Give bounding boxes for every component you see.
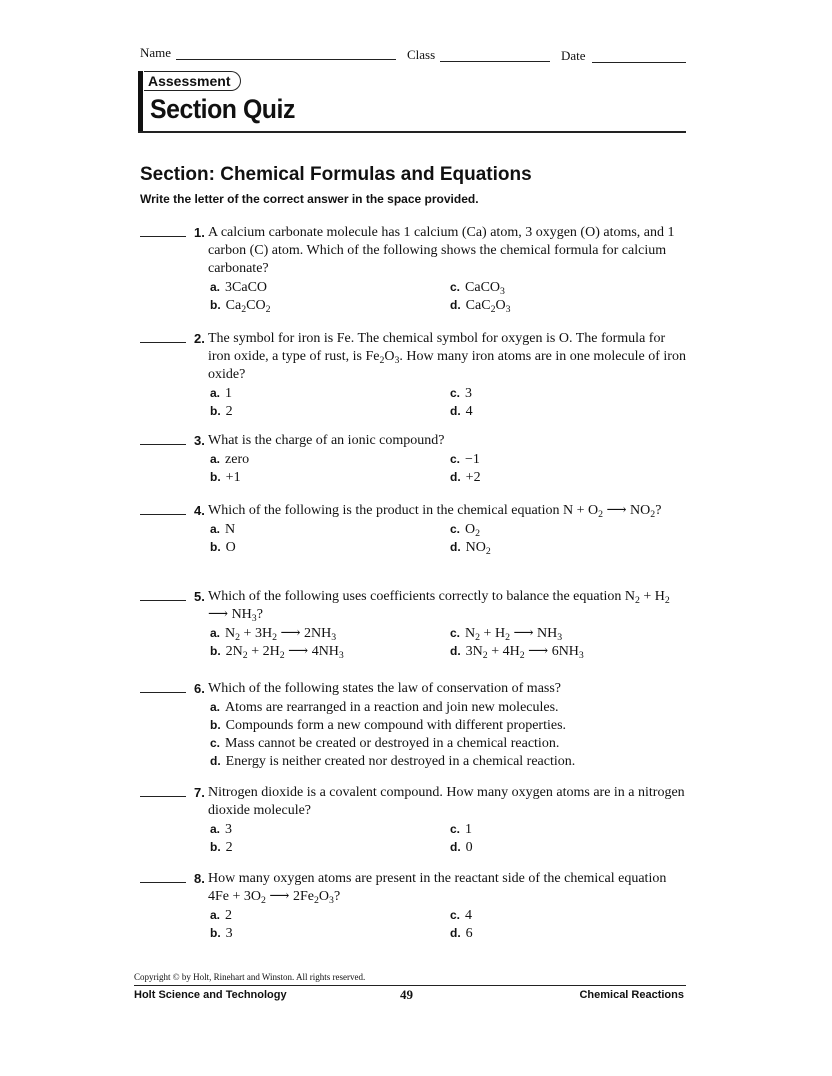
answer-options (210, 520, 688, 556)
class-label: Class (407, 47, 436, 62)
answer-option: a. 3CaCO (210, 280, 268, 295)
question-stem: What is the charge of an ionic compound? (208, 433, 445, 448)
answer-blank[interactable] (140, 692, 186, 693)
title-bar (138, 71, 143, 131)
chapter-name: Chemical Reactions (579, 989, 684, 1001)
answer-option: b. 2 (210, 404, 233, 419)
question-5 (140, 588, 688, 660)
answer-option: d. $NO_2$ (450, 540, 491, 557)
question-number: 4. (194, 503, 205, 518)
answer-option: c. 4 (450, 908, 473, 923)
question-stem: Nitrogen dioxide is a covalent compound. How many oxygen atoms are in a nitrogen dioxide molecule? (208, 785, 685, 818)
answer-option: b. $2N_2 + 2H_2$ ⟶ $4NH_3$ (210, 644, 344, 661)
answer-blank[interactable] (140, 444, 186, 445)
answer-option: c. 1 (450, 822, 473, 837)
question-8 (140, 870, 688, 942)
question-stem: How many oxygen atoms are present in the reactant side of the chemical equation $4Fe + 3O_2$ ⟶ $2Fe_2O_3$? (208, 871, 667, 906)
question-stem: Which of the following uses coefficients correctly to balance the equation $N_2 + H_2$ ⟶ $NH_3$? (208, 589, 670, 624)
answer-option: b. +1 (210, 470, 241, 485)
answer-options (210, 698, 688, 770)
question-stem: Which of the following states the law of conservation of mass? (208, 681, 562, 696)
name-field[interactable] (176, 59, 396, 60)
answer-option: d. +2 (450, 470, 481, 485)
question-2 (140, 330, 688, 420)
answer-options (210, 906, 688, 942)
answer-option: a. $N_2 + 3H_2$ ⟶ $2NH_3$ (210, 626, 337, 643)
question-1 (140, 224, 688, 314)
answer-option: d. 0 (450, 840, 473, 855)
answer-blank[interactable] (140, 796, 186, 797)
answer-option: b. Compounds form a new compound with different properties. (210, 718, 567, 733)
answer-options (210, 624, 688, 660)
copyright: Copyright © by Holt, Rinehart and Winston. All rights reserved. (134, 972, 366, 982)
class-field[interactable] (440, 61, 550, 62)
answer-options (210, 450, 688, 486)
answer-option: c. −1 (450, 452, 480, 467)
answer-option: c. $O_2$ (450, 522, 481, 539)
question-stem: Which of the following is the product in the chemical equation $N + O_2$ ⟶ $NO_2$? (208, 503, 662, 520)
question-stem: The symbol for iron is Fe. The chemical symbol for oxygen is O. The formula for iron oxide, a type of rust, is $Fe_2O_3$. How many iron atoms are in one molecule of iron oxide? (208, 331, 686, 382)
answer-options (210, 384, 688, 420)
page-number: 49 (400, 987, 413, 1002)
answer-option: a. Atoms are rearranged in a reaction and join new molecules. (210, 700, 559, 715)
question-7 (140, 784, 688, 856)
question-number: 3. (194, 433, 205, 448)
question-number: 1. (194, 225, 205, 240)
answer-blank[interactable] (140, 514, 186, 515)
answer-option: c. CaCO$_3$ (450, 280, 505, 297)
date-field[interactable] (592, 62, 686, 63)
instructions: Write the letter of the correct answer in the space provided. (140, 192, 479, 206)
answer-option: b. 2 (210, 840, 233, 855)
answer-option: a. 1 (210, 386, 233, 401)
question-3 (140, 432, 688, 486)
date-label: Date (561, 48, 586, 63)
answer-option: c. Mass cannot be created or destroyed in a chemical reaction. (210, 736, 560, 751)
footer-rule (134, 985, 686, 986)
answer-blank[interactable] (140, 342, 186, 343)
answer-option: d. $3N_2 + 4H_2$ ⟶ $6NH_3$ (450, 644, 584, 661)
question-number: 8. (194, 871, 205, 886)
answer-option: b. $Ca_2CO_2$ (210, 298, 271, 315)
assessment-tab: Assessment (144, 71, 241, 91)
answer-option: a. N (210, 522, 236, 537)
title-rule (138, 131, 686, 133)
question-4 (140, 502, 688, 556)
answer-option: b. 3 (210, 926, 233, 941)
page-title: Section Quiz (150, 94, 295, 124)
answer-options (210, 820, 688, 856)
question-number: 5. (194, 589, 205, 604)
answer-options (210, 278, 688, 314)
answer-option: d. 6 (450, 926, 473, 941)
answer-blank[interactable] (140, 600, 186, 601)
question-number: 6. (194, 681, 205, 696)
answer-blank[interactable] (140, 236, 186, 237)
answer-option: b. O (210, 540, 236, 555)
answer-option: d. $CaC_2O_3$ (450, 298, 511, 315)
answer-option: a. 2 (210, 908, 233, 923)
section-title: Section: Chemical Formulas and Equations (140, 164, 532, 185)
answer-option: c. $N_2 + H_2$ ⟶ $NH_3$ (450, 626, 563, 643)
answer-option: a. 3 (210, 822, 233, 837)
question-6 (140, 680, 688, 770)
answer-option: a. zero (210, 452, 250, 467)
publisher: Holt Science and Technology (134, 989, 287, 1001)
question-number: 2. (194, 331, 205, 346)
question-number: 7. (194, 785, 205, 800)
answer-blank[interactable] (140, 882, 186, 883)
answer-option: d. Energy is neither created nor destroyed in a chemical reaction. (210, 754, 576, 769)
answer-option: c. 3 (450, 386, 473, 401)
answer-option: d. 4 (450, 404, 473, 419)
question-stem: A calcium carbonate molecule has 1 calcium (Ca) atom, 3 oxygen (O) atoms, and 1 carbon (C) atom. Which of the following shows the chemical formula for calcium carbonate? (208, 225, 675, 276)
name-label: Name (140, 45, 172, 60)
